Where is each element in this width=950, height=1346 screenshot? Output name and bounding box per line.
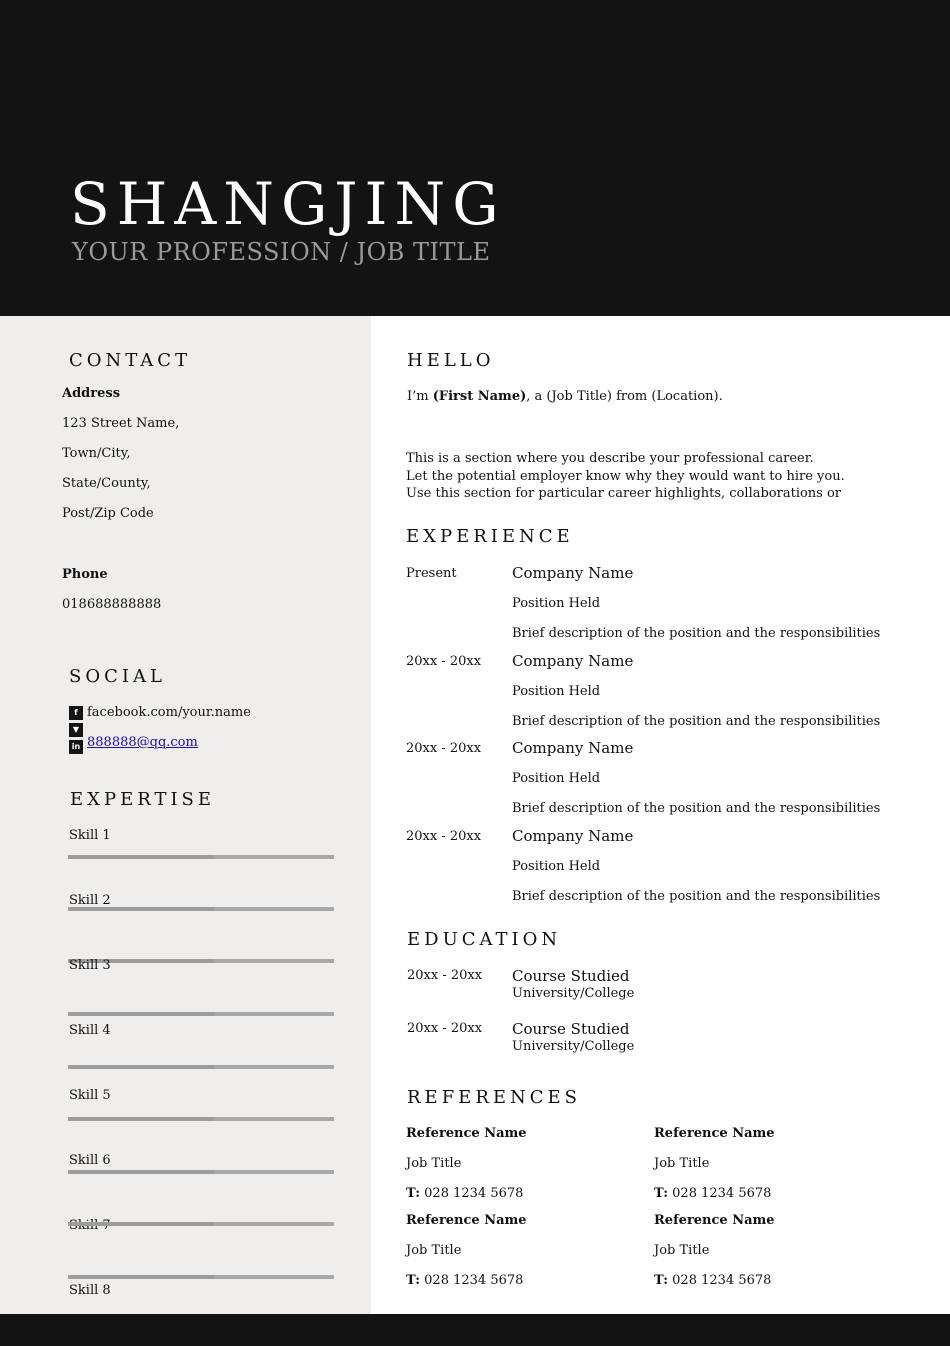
experience-position: Position Held <box>512 771 601 786</box>
skill-bar <box>68 1065 334 1069</box>
skill-bar-fill <box>68 1117 214 1121</box>
facebook-link[interactable]: facebook.com/your.name <box>87 705 251 720</box>
intro-prefix: I’m <box>407 389 433 404</box>
phone-label: Phone <box>62 567 108 582</box>
skill-bar-fill <box>68 1222 214 1226</box>
facebook-icon[interactable]: f <box>69 706 83 720</box>
experience-description: Brief description of the position and the responsibilities <box>512 714 881 729</box>
description-line: Let the potential employer know why they would want to hire you. <box>406 469 845 484</box>
intro-line <box>407 389 723 404</box>
skill-bar <box>68 855 334 859</box>
reference-phone-label: T: <box>654 1273 669 1288</box>
reference-phone <box>406 1186 523 1201</box>
experience-date: 20xx - 20xx <box>406 741 482 756</box>
skill-label: Skill 5 <box>69 1088 111 1103</box>
reference-phone-label: T: <box>406 1273 421 1288</box>
reference-job-title: Job Title <box>654 1243 710 1258</box>
experience-heading: EXPERIENCE <box>406 526 574 547</box>
footer-bar <box>0 1314 950 1346</box>
reference-phone-number: 028 1234 5678 <box>424 1186 524 1201</box>
experience-description: Brief description of the position and the responsibilities <box>512 626 881 641</box>
hello-heading: HELLO <box>407 350 495 371</box>
skill-bar-fill <box>68 1012 214 1016</box>
skill-label: Skill 3 <box>69 958 111 973</box>
skill-bar <box>68 1012 334 1016</box>
experience-description: Brief description of the position and the responsibilities <box>512 889 881 904</box>
reference-phone-number: 028 1234 5678 <box>424 1273 524 1288</box>
reference-phone <box>654 1186 771 1201</box>
twitter-icon[interactable]: ▼ <box>69 723 83 737</box>
reference-job-title: Job Title <box>406 1156 462 1171</box>
references-heading: REFERENCES <box>407 1087 582 1108</box>
reference-job-title: Job Title <box>654 1156 710 1171</box>
experience-date: 20xx - 20xx <box>406 829 482 844</box>
reference-phone-label: T: <box>654 1186 669 1201</box>
intro-suffix: , a (Job Title) from (Location). <box>526 389 723 404</box>
skill-label: Skill 6 <box>69 1153 111 1168</box>
intro-name: (First Name) <box>432 389 527 404</box>
email-link[interactable]: 888888@qq.com <box>87 735 198 750</box>
job-title: YOUR PROFESSION / JOB TITLE <box>72 238 491 266</box>
skill-bar-fill <box>68 1065 214 1069</box>
description-line: This is a section where you describe your professional career. <box>406 451 814 466</box>
education-school: University/College <box>512 1039 635 1054</box>
education-heading: EDUCATION <box>407 929 562 950</box>
social-heading: SOCIAL <box>69 666 166 687</box>
reference-name: Reference Name <box>654 1126 775 1141</box>
person-name: SHANGJING <box>70 170 506 238</box>
skill-label: Skill 1 <box>69 828 111 843</box>
experience-position: Position Held <box>512 596 601 611</box>
address-label: Address <box>62 386 121 401</box>
reference-name: Reference Name <box>654 1213 775 1228</box>
reference-phone <box>406 1273 523 1288</box>
skill-bar <box>68 1170 334 1174</box>
skill-bar-fill <box>68 1275 214 1279</box>
experience-position: Position Held <box>512 859 601 874</box>
skill-bar-fill <box>68 855 214 859</box>
experience-company: Company Name <box>512 652 634 670</box>
education-date: 20xx - 20xx <box>407 1021 483 1036</box>
description-line: Use this section for particular career highlights, collaborations or <box>406 486 842 501</box>
skill-bar-fill <box>68 1170 214 1174</box>
phone-number: 018688888888 <box>62 597 162 612</box>
reference-phone-number: 028 1234 5678 <box>672 1186 772 1201</box>
education-date: 20xx - 20xx <box>407 968 483 983</box>
linkedin-icon[interactable]: in <box>69 740 83 754</box>
reference-job-title: Job Title <box>406 1243 462 1258</box>
experience-company: Company Name <box>512 564 634 582</box>
skill-bar <box>68 1117 334 1121</box>
experience-position: Position Held <box>512 684 601 699</box>
reference-phone <box>654 1273 771 1288</box>
reference-name: Reference Name <box>406 1126 527 1141</box>
expertise-heading: EXPERTISE <box>70 789 216 810</box>
experience-company: Company Name <box>512 739 634 757</box>
address-line: Post/Zip Code <box>62 506 154 521</box>
reference-phone-number: 028 1234 5678 <box>672 1273 772 1288</box>
skill-bar <box>68 1275 334 1279</box>
contact-heading: CONTACT <box>69 350 192 371</box>
reference-name: Reference Name <box>406 1213 527 1228</box>
experience-date: 20xx - 20xx <box>406 654 482 669</box>
skill-bar <box>68 1222 334 1226</box>
sidebar <box>0 316 371 1314</box>
experience-date: Present <box>406 566 457 581</box>
education-course: Course Studied <box>512 967 630 985</box>
skill-label: Skill 8 <box>69 1283 111 1298</box>
education-school: University/College <box>512 986 635 1001</box>
skill-label: Skill 2 <box>69 893 111 908</box>
skill-label: Skill 4 <box>69 1023 111 1038</box>
experience-description: Brief description of the position and the responsibilities <box>512 801 881 816</box>
reference-phone-label: T: <box>406 1186 421 1201</box>
education-course: Course Studied <box>512 1020 630 1038</box>
address-line: 123 Street Name, <box>62 416 180 431</box>
address-line: State/County, <box>62 476 151 491</box>
experience-company: Company Name <box>512 827 634 845</box>
header-banner <box>0 0 950 316</box>
address-line: Town/City, <box>62 446 131 461</box>
